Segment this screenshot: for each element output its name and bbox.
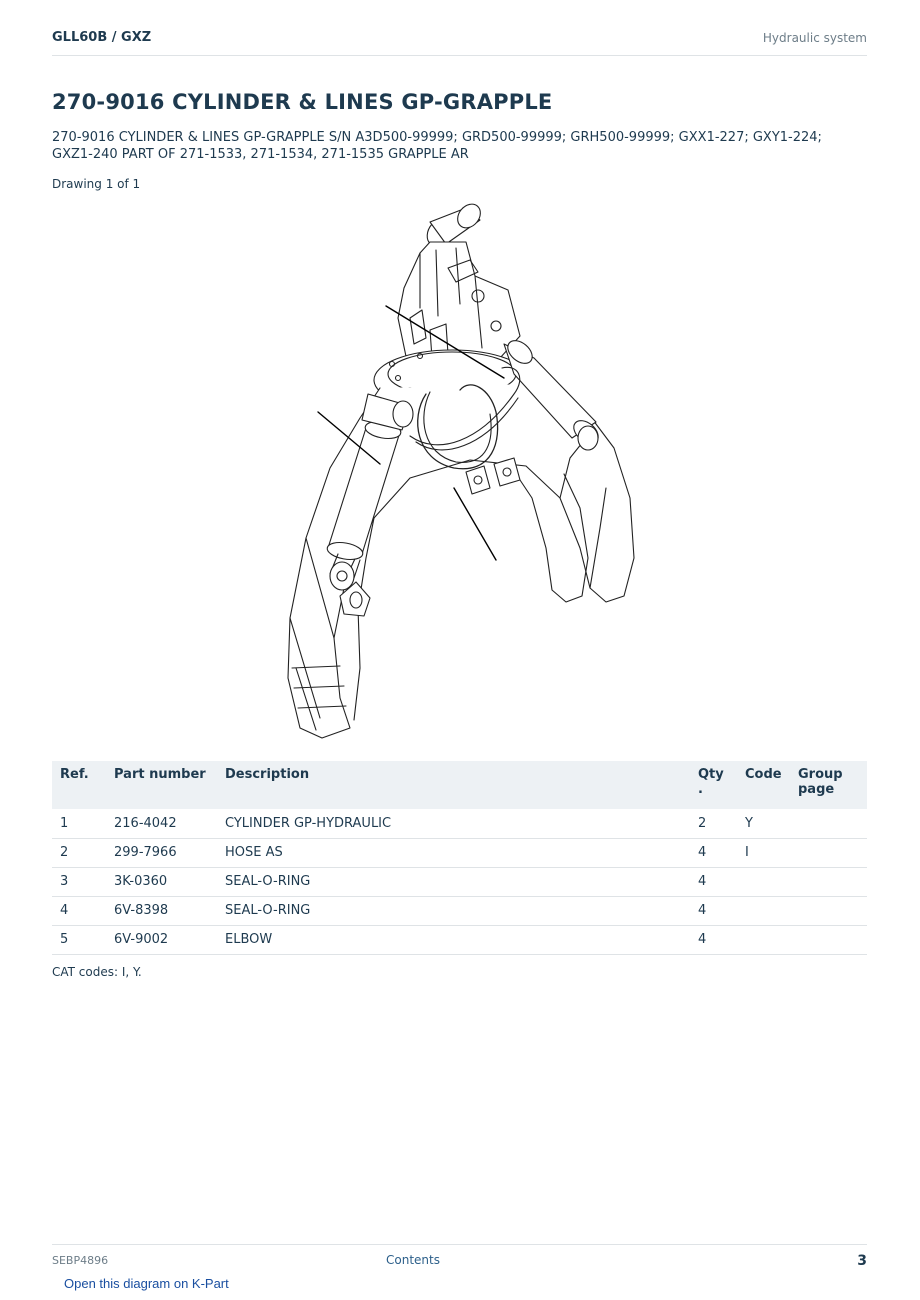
cell-ref: 4 <box>52 896 106 925</box>
col-description-header: Description <box>217 761 690 809</box>
col-ref-header: Ref. <box>52 761 106 809</box>
cell-ref: 1 <box>52 809 106 838</box>
cell-code <box>737 896 790 925</box>
cell-description: SEAL-O-RING <box>217 867 690 896</box>
cell-qty: 2 <box>690 809 737 838</box>
section-label: Hydraulic system <box>762 31 867 45</box>
col-code-header: Code <box>737 761 790 809</box>
cell-group-page <box>790 867 867 896</box>
document-id: SEBP4896 <box>52 1254 109 1267</box>
drawing-label: Drawing 1 of 1 <box>52 177 141 191</box>
cell-qty: 4 <box>690 925 737 954</box>
cell-description: CYLINDER GP-HYDRAULIC <box>217 809 690 838</box>
open-on-kpart-link[interactable]: Open this diagram on K-Part <box>64 1276 229 1291</box>
cell-part-number: 6V-8398 <box>106 896 217 925</box>
cell-group-page <box>790 838 867 867</box>
grapple-cylinder-diagram <box>270 198 650 743</box>
table-row <box>52 925 867 954</box>
cell-code <box>737 925 790 954</box>
cell-qty: 4 <box>690 867 737 896</box>
cell-code: I <box>737 838 790 867</box>
cell-qty: 4 <box>690 838 737 867</box>
cell-part-number: 3K-0360 <box>106 867 217 896</box>
cell-qty: 4 <box>690 896 737 925</box>
cell-part-number: 299-7966 <box>106 838 217 867</box>
page-footer <box>52 1244 867 1274</box>
cell-part-number: 6V-9002 <box>106 925 217 954</box>
cell-description: SEAL-O-RING <box>217 896 690 925</box>
cell-group-page <box>790 809 867 838</box>
col-group-page-header: Group page <box>790 761 867 809</box>
model-label: GLL60B / GXZ <box>52 30 152 45</box>
cell-group-page <box>790 896 867 925</box>
col-qty-header: Qty . <box>690 761 737 809</box>
parts-table <box>52 761 867 955</box>
cell-ref: 5 <box>52 925 106 954</box>
cell-ref: 2 <box>52 838 106 867</box>
contents-link[interactable]: Contents <box>386 1253 440 1267</box>
cell-code <box>737 867 790 896</box>
page-subtitle: 270-9016 CYLINDER & LINES GP-GRAPPLE S/N A3D500-99999; GRD500-99999; GRH500-99999; GXX1-227; GXY1-224; GXZ1-240 PART OF 271-1533, 271-1534, 271-1535 GRAPPLE AR <box>52 130 822 162</box>
cell-description: HOSE AS <box>217 838 690 867</box>
page-header <box>52 28 867 56</box>
col-part-number-header: Part number <box>106 761 217 809</box>
page-number: 3 <box>857 1253 867 1269</box>
table-row <box>52 809 867 838</box>
cell-ref: 3 <box>52 867 106 896</box>
cell-part-number: 216-4042 <box>106 809 217 838</box>
cell-group-page <box>790 925 867 954</box>
table-row <box>52 896 867 925</box>
cell-code: Y <box>737 809 790 838</box>
table-row <box>52 867 867 896</box>
cell-description: ELBOW <box>217 925 690 954</box>
cat-codes-note: CAT codes: I, Y. <box>52 965 142 979</box>
table-header-row <box>52 761 867 809</box>
table-row <box>52 838 867 867</box>
page-title: 270-9016 CYLINDER & LINES GP-GRAPPLE <box>52 90 553 114</box>
